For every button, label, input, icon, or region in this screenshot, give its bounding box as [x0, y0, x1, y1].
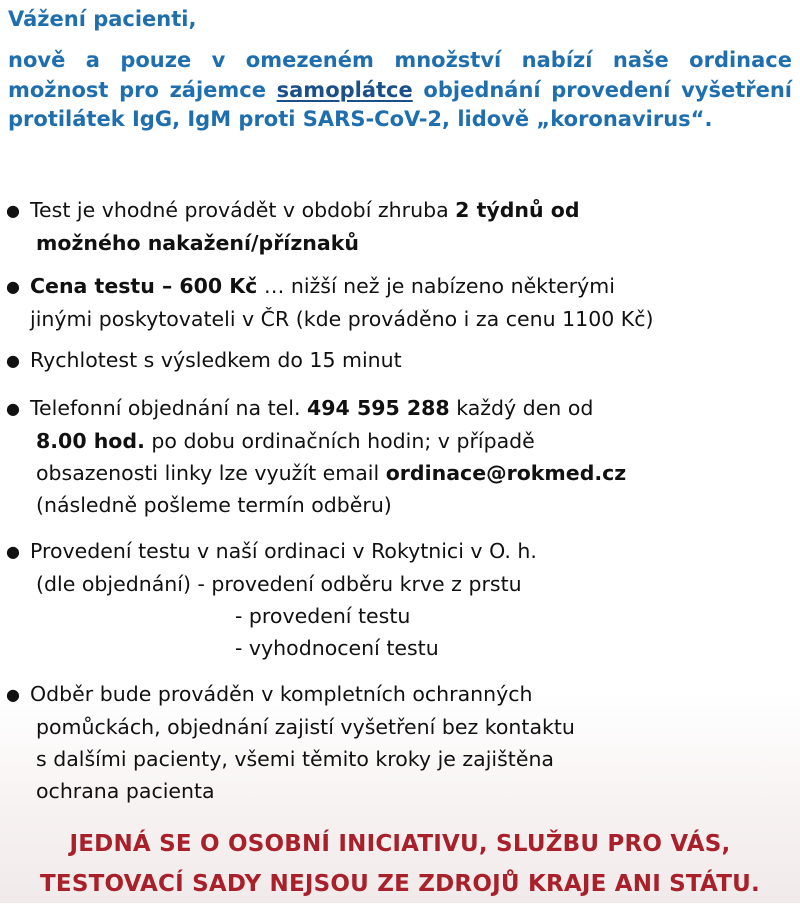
bullet-ordering	[6, 392, 796, 521]
bullet-dot: ●	[6, 542, 20, 561]
procedure-step-3: - vyhodnocení testu	[235, 636, 439, 660]
ordering-hours: po dobu ordinačních hodin; v případě	[144, 429, 535, 453]
self-payer-highlight: samoplátce	[276, 77, 413, 102]
footer-line-2: TESTOVACÍ SADY NEJSOU ZE ZDROJŮ KRAJE ANI STÁTU.	[40, 871, 760, 897]
intro-text-part1: nově a pouze v omezeném množství nabízí naše ordinace možnost pro zájemce	[8, 48, 792, 102]
bullet-dot: ●	[6, 351, 20, 370]
bullet-dot: ●	[6, 201, 20, 220]
ordering-rest: každý den od	[449, 396, 594, 420]
email-address[interactable]: ordinace@rokmed.cz	[385, 461, 627, 485]
bullet-dot: ●	[6, 277, 20, 296]
ordering-email-text: obsazenosti linky lze využít email	[36, 461, 386, 485]
procedure-step-2: - provedení testu	[235, 604, 411, 628]
safety-line4: ochrana pacienta	[36, 779, 215, 803]
test-timing-bold-line2: možného nakažení/příznaků	[36, 231, 359, 255]
price-line2: jinými poskytovateli v ČR (kde prováděno i za cenu 1100 Kč)	[30, 307, 654, 331]
bullet-dot: ●	[6, 399, 20, 418]
procedure-lead: (dle objednání)	[36, 572, 198, 596]
rapid-test-text: Rychlotest s výsledkem do 15 minut	[30, 348, 402, 372]
footer-line-1: JEDNÁ SE O OSOBNÍ INICIATIVU, SLUŽBU PRO VÁS,	[69, 831, 731, 857]
intro-text-part2: objednání provedení vyšetření protilátek IgG, IgM proti SARS-CoV-2, lidově „koronavirus“.	[8, 77, 793, 131]
safety-line2: pomůckách, objednání zajistí vyšetření bez kontaktu	[36, 715, 575, 739]
bullet-safety	[6, 678, 796, 807]
procedure-step-1: - provedení odběru krve z prstu	[197, 572, 522, 596]
phone-number[interactable]: 494 595 288	[307, 396, 450, 420]
bullet-price	[6, 270, 796, 335]
bullet-test-timing	[6, 194, 796, 259]
test-timing-bold: 2 týdnů od	[455, 198, 580, 222]
intro-paragraph	[8, 46, 792, 135]
safety-line1: Odběr bude prováděn v kompletních ochranných	[30, 682, 533, 706]
procedure-line1: Provedení testu v naší ordinaci v Rokytnici v O. h.	[30, 539, 537, 563]
bullet-rapid-test	[6, 344, 796, 377]
greeting: Vážení pacienti,	[8, 7, 197, 31]
ordering-followup: (následně pošleme termín odběru)	[36, 493, 392, 517]
test-timing-text: Test je vhodné provádět v období zhruba	[30, 198, 456, 222]
opening-time: 8.00 hod.	[36, 429, 145, 453]
safety-line3: s dalšími pacienty, všemi těmito kroky je zajištěna	[36, 747, 554, 771]
bullet-dot: ●	[6, 685, 20, 704]
ordering-text: Telefonní objednání na tel.	[30, 396, 308, 420]
bullet-procedure	[6, 535, 796, 664]
price-bold: Cena testu – 600 Kč	[30, 274, 258, 298]
price-rest: … nižší než je nabízeno některými	[257, 274, 615, 298]
footer-notice	[0, 824, 800, 904]
